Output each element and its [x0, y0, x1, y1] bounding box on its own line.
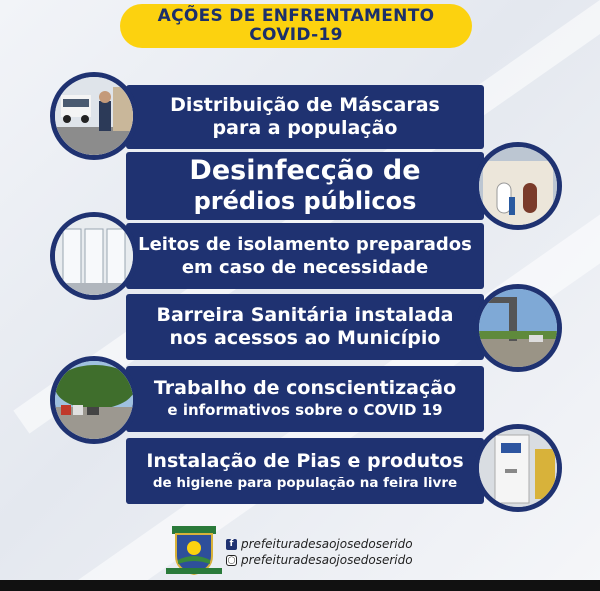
facebook-icon: f [226, 539, 237, 550]
item-text-line-2: para a população [212, 117, 398, 139]
item-banner-masks [126, 85, 484, 149]
photo-sanitary-barrier [474, 284, 562, 372]
item-banner-sinks [126, 438, 484, 504]
photo-public-building [474, 142, 562, 230]
item-banner-disinfection [126, 152, 484, 220]
crest-icon [164, 518, 224, 578]
item-text-line-2: em caso de necessidade [181, 257, 429, 278]
photo-mask-distribution [50, 72, 138, 160]
photo-isolation-beds [50, 212, 138, 300]
facebook-handle[interactable] [226, 537, 413, 551]
item-text-line-2: prédios públicos [193, 187, 417, 215]
instagram-handle[interactable] [226, 553, 413, 567]
instagram-handle-text: prefeituradesaojosedoserido [241, 553, 413, 567]
item-text-line-1: Desinfecção de [189, 155, 421, 186]
title-pill [120, 4, 472, 48]
item-text-line-2: nos acessos ao Município [169, 327, 441, 349]
item-banner-awareness [126, 366, 484, 432]
title-line-2: COVID-19 [249, 25, 343, 45]
item-text-line-1: Barreira Sanitária instalada [156, 304, 454, 326]
item-banner-sanitary-barrier [126, 294, 484, 360]
building-photo-icon [479, 147, 557, 225]
tree-photo-icon [55, 361, 133, 439]
item-text-line-2: e informativos sobre o COVID 19 [167, 401, 443, 419]
item-text-line-2: de higiene para população na feira livre [152, 475, 458, 491]
instagram-icon: ◯ [227, 556, 236, 564]
municipal-crest [164, 518, 224, 578]
bottom-bar [0, 580, 600, 591]
item-text-line-1: Leitos de isolamento preparados [138, 234, 472, 255]
street-photo-icon [55, 77, 133, 155]
photo-awareness [50, 356, 138, 444]
title-line-1: AÇÕES DE ENFRENTAMENTO [157, 6, 435, 26]
item-text-line-1: Instalação de Pias e produtos [146, 450, 464, 472]
photo-sinks [474, 424, 562, 512]
item-banner-isolation-beds [126, 223, 484, 289]
item-text-line-1: Trabalho de conscientização [153, 377, 457, 399]
room-photo-icon [55, 217, 133, 295]
road-photo-icon [479, 289, 557, 367]
facebook-handle-text: prefeituradesaojosedoserido [241, 537, 413, 551]
item-text-line-1: Distribuição de Máscaras [170, 94, 440, 116]
sink-photo-icon [479, 429, 557, 507]
